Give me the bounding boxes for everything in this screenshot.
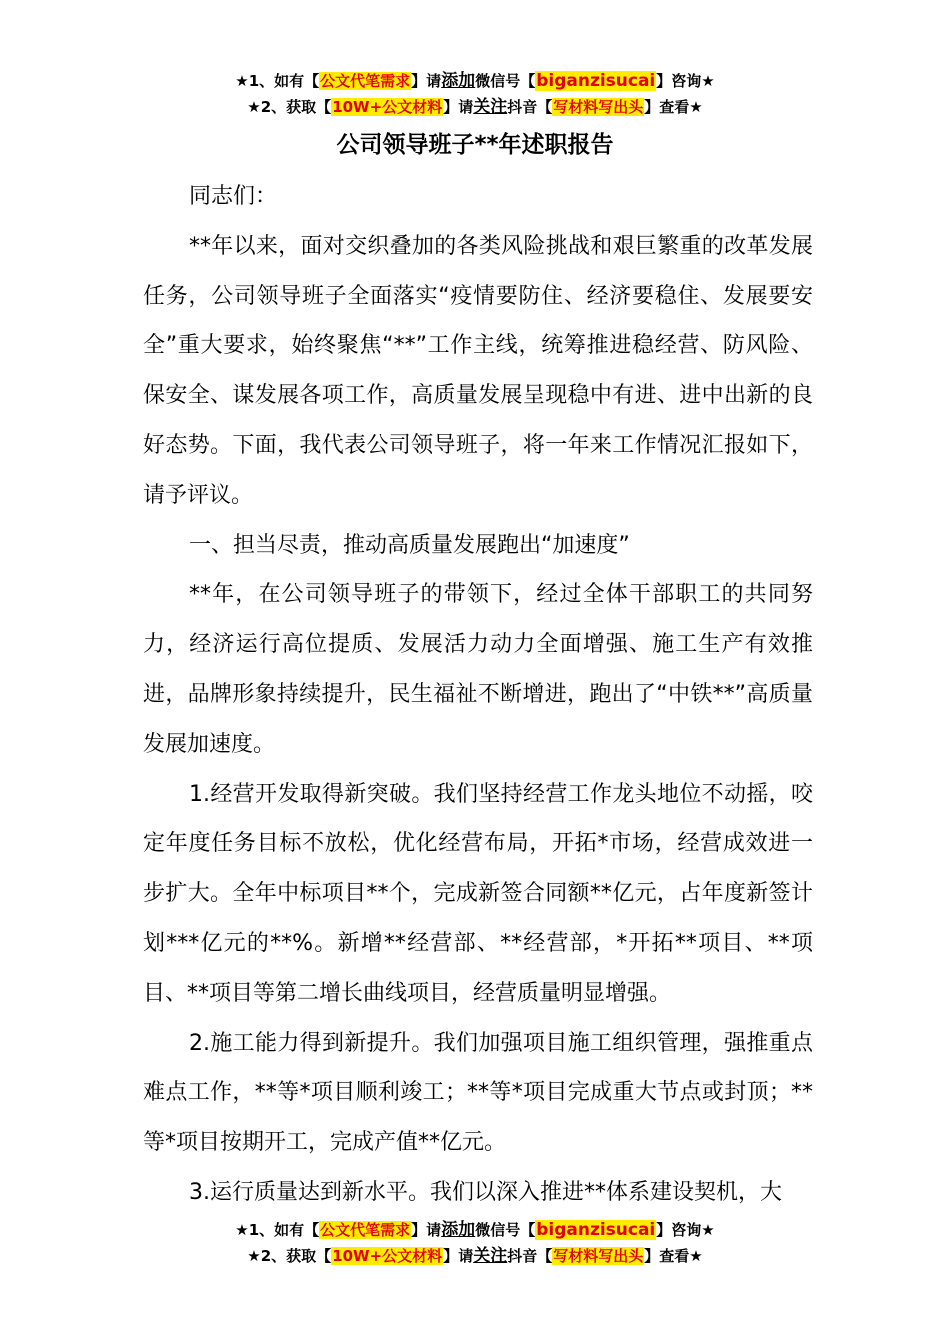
promo-text: 抖音【 — [507, 98, 553, 116]
promo-text: 1、如有【 — [248, 72, 320, 90]
underline-add: 添加 — [441, 1220, 476, 1240]
paragraph-item-3: 3.运行质量达到新水平。我们以深入推进**体系建设契机，大 — [189, 1179, 782, 1205]
highlight-douyin: 写材料写出头 — [553, 98, 644, 116]
paragraph-section-1: **年，在公司领导班子的带领下，经过全体干部职工的共同努力，经济运行高位提质、发展活力动力全面增强、施工生产有效推进，品牌形象持续提升，民生福祉不断增进，跑出了“中铁**”高质量发展加速度。 — [143, 582, 813, 757]
promo-text: 微信号【 — [475, 72, 536, 90]
underline-add: 添加 — [441, 71, 476, 91]
star-icon: ★ — [247, 1247, 261, 1265]
promo-line-1 — [0, 68, 950, 94]
promo-text: 】请 — [443, 98, 474, 116]
promo-text: 抖音【 — [507, 1247, 553, 1265]
salutation: 同志们： — [189, 184, 278, 209]
promo-text: 微信号【 — [475, 1221, 536, 1239]
highlight-service: 公文代笔需求 — [320, 1221, 411, 1239]
paragraph-item-1: 1.经营开发取得新突破。我们坚持经营工作龙头地位不动摇，咬定年度任务目标不放松，优化经营布局，开拓*市场，经营成效进一步扩大。全年中标项目**个，完成新签合同额**亿元，占年度新签计划***亿元的**%。新增**经营部、**经营部，*开拓**项目、**项目、**项目等第二增长曲线项目，经营质量明显增强。 — [143, 781, 813, 1006]
highlight-wechat-id: biganzisucai — [536, 71, 656, 91]
underline-follow: 关注 — [473, 97, 508, 117]
document-body — [143, 172, 813, 1218]
highlight-douyin: 写材料写出头 — [553, 1247, 644, 1265]
highlight-materials: 10W+公文材料 — [332, 98, 443, 116]
paragraph-intro: **年以来，面对交织叠加的各类风险挑战和艰巨繁重的改革发展任务，公司领导班子全面落实“疫情要防住、经济要稳住、发展要安全”重大要求，始终聚焦“**”工作主线，统筹推进稳经营、防风险、保安全、谋发展各项工作，高质量发展呈现稳中有进、进中出新的良好态势。下面，我代表公司领导班子，将一年来工作情况汇报如下，请予评议。 — [143, 233, 813, 508]
highlight-wechat-id: biganzisucai — [536, 1220, 656, 1240]
promo-text: 】咨询★ — [656, 72, 715, 90]
promo-line-1 — [0, 1217, 950, 1243]
promo-text: 】查看★ — [644, 98, 703, 116]
promo-text: 】请 — [411, 1221, 442, 1239]
promo-line-2 — [0, 94, 950, 120]
document-title: 公司领导班子**年述职报告 — [336, 132, 614, 158]
highlight-materials: 10W+公文材料 — [332, 1247, 443, 1265]
paragraph-item-2: 2.施工能力得到新提升。我们加强项目施工组织管理，强推重点难点工作，**等*项目顺利竣工；**等*项目完成重大节点或封顶；**等*项目按期开工，完成产值**亿元。 — [143, 1030, 813, 1156]
promo-text: 2、获取【 — [260, 1247, 332, 1265]
star-icon: ★ — [235, 72, 249, 90]
star-icon: ★ — [235, 1221, 249, 1239]
promo-text: 1、如有【 — [248, 1221, 320, 1239]
highlight-service: 公文代笔需求 — [320, 72, 411, 90]
promo-text: 】请 — [443, 1247, 474, 1265]
star-icon: ★ — [247, 98, 261, 116]
promo-text: 】查看★ — [644, 1247, 703, 1265]
section-heading-1: 一、担当尽责，推动高质量发展跑出“加速度” — [189, 532, 630, 558]
promo-banner-bottom — [0, 1217, 950, 1269]
underline-follow: 关注 — [473, 1246, 508, 1266]
promo-text: 2、获取【 — [260, 98, 332, 116]
promo-line-2 — [0, 1243, 950, 1269]
promo-banner-top — [0, 68, 950, 120]
promo-text: 】请 — [411, 72, 442, 90]
promo-text: 】咨询★ — [656, 1221, 715, 1239]
